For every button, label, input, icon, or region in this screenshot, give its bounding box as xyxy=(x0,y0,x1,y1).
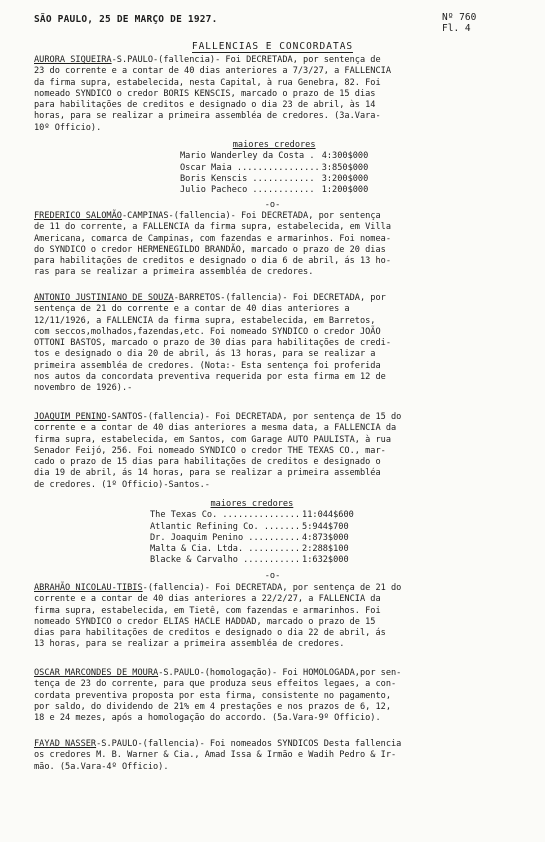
issue-number-block xyxy=(442,12,476,34)
creditors-table xyxy=(150,510,354,566)
entry-name: OSCAR MARCONDES DE MOURA xyxy=(34,668,159,678)
creditor-row xyxy=(150,544,354,555)
creditor-row xyxy=(150,510,354,521)
creditor-name: Blacke & Carvalho ........... xyxy=(150,555,301,566)
creditor-name: Malta & Cia. Ltda. .......... xyxy=(150,544,301,555)
creditor-amount: 1:200$000 xyxy=(321,185,369,196)
section-title xyxy=(0,41,545,52)
section-title-text: FALLENCIAS E CONCORDATAS xyxy=(191,41,354,52)
entry-text: -CAMPINAS-(fallencia)- Foi DECRETADA, por sentença de 11 do corrente, a FALLENCIA da firma supra, estabelecida, em Villa Americana, comarca de Campinas, com fazendas e armarinhos. Foi nomea- do SYNDICO o credor HERMENEGILDO BRANDÃO, marcado o prazo de 20 dias para habilitações de creditos e designado o dia 6 de abril, ás 13 ho- ras para se realizar a primeira assembléa de credores. xyxy=(34,211,391,278)
document-date: SÃO PAULO, 25 DE MARÇO DE 1927. xyxy=(34,14,218,25)
creditor-name: Julio Pacheco ............ xyxy=(180,185,315,196)
creditor-row xyxy=(180,151,368,162)
entry-text: -SANTOS-(fallencia)- Foi DECRETADA, por sentença de 15 do corrente e a contar de 40 dias anteriores a mesma data, a FALLENCIA da firma supra, estabelecida, em Santos, com Garage AUTO PAULISTA, à rua Senador Feijó, 256. Foi nomeado SYNDICO o credor THE TEXAS CO., mar- cado o prazo de 15 dias para habilitações de creditos e designado o dia 19 de abril, ás 14 horas, para se realizar a primeira assembléa de credores. (1º Officio)-Santos.- xyxy=(34,412,402,490)
creditor-row xyxy=(150,555,354,566)
creditor-row xyxy=(180,163,368,174)
creditors-table xyxy=(180,151,368,196)
entry-name: AURORA SIQUEIRA xyxy=(34,55,112,65)
entry-abrahao-nicolau xyxy=(34,583,512,651)
creditor-row xyxy=(150,533,354,544)
entry-name: JOAQUIM PENINO xyxy=(34,412,107,422)
sheet-number: Fl. 4 xyxy=(442,23,471,34)
entry-antonio-justiniano xyxy=(34,293,512,395)
entry-text: -S.PAULO-(fallencia)- Foi nomeados SYNDICOS Desta fallencia os credores M. B. Warner & Cia., Amad Issa & Irmão e Wadih Pedro & Ir- mão. (5a.Vara-4º Officio). xyxy=(34,739,402,772)
creditors-caption: maiores credores xyxy=(232,140,316,150)
entry-text: -S.PAULO-(fallencia)- Foi DECRETADA, por sentença de 23 do corrente e a contar de 40 dias anteriores a 7/3/27, a FALLENCIA da firma supra, estabelecida, nesta Capital, à rua Genebra, 82. Foi nomeado SYNDICO o credor BORIS KENSCIS, marcado o prazo de 15 dias para habilitações de creditos e designado o dia 23 de abril, às 14 horas, para se realizar a primeira assembléa de credores. (3a.Vara- 10º Officio). xyxy=(34,55,391,133)
creditor-name: The Texas Co. ............... xyxy=(150,510,301,521)
entry-text: -S.PAULO-(homologação)- Foi HOMOLOGADA,por sen- tença de 23 do corrente, para que produza seus effeitos legaes, a con- cordata preventiva proposta por esta firma, consistente no pagamento, por saldo, do dividendo de 21% em 4 prestações e nos prazos de 6, 12, 18 e 24 mezes, após a homologação do accordo. (5a.Vara-9º Officio). xyxy=(34,668,402,724)
entry-name: ANTONIO JUSTINIANO DE SOUZA xyxy=(34,293,174,303)
entry-name: FREDERICO SALOMÃO xyxy=(34,211,122,221)
creditor-name: Mario Wanderley da Costa . xyxy=(180,151,315,162)
entry-aurora-siqueira xyxy=(34,55,512,134)
entry-oscar-marcondes xyxy=(34,668,512,724)
creditor-amount: 1:632$000 xyxy=(302,555,349,566)
separator: -o- xyxy=(264,200,281,210)
creditor-amount: 3:200$000 xyxy=(321,173,369,184)
entry-joaquim-penino xyxy=(34,412,512,491)
creditors-caption: maiores credores xyxy=(210,499,294,509)
creditor-row xyxy=(150,522,354,533)
creditor-amount: 4:300$000 xyxy=(321,151,369,162)
creditor-amount: 11:044$600 xyxy=(302,510,354,521)
creditors-list-penino xyxy=(150,499,354,567)
entry-frederico-salomao xyxy=(34,211,512,279)
creditor-row xyxy=(180,185,368,196)
creditor-amount: 5:944$700 xyxy=(302,521,349,532)
entry-fayad-nasser xyxy=(34,739,512,773)
entry-name: ABRAHÃO NICOLAU-TIBIS xyxy=(34,583,143,593)
entry-text: -BARRETOS-(fallencia)- Foi DECRETADA, por sentença de 21 do corrente e a contar de 40 dias anteriores a 12/11/1926, a FALLENCIA da firma supra, estabelecida, em Barretos, com seccos,molhados,fazendas,etc. Foi nomeado SYNDICO o credor JOÃO OTTONI BASTOS, marcado o prazo de 30 dias para habilitações de credi- tos e designado o dia 20 de abril, ás 13 horas, para se realizar a primeira assembléa de credores. (Nota:- Esta sentença foi proferida nos autos da concordata preventiva requerida por esta firma em 12 de novembro de 1926).- xyxy=(34,293,391,394)
issue-number: Nº 760 xyxy=(442,12,477,23)
creditor-amount: 2:288$100 xyxy=(302,544,349,555)
entry-name: FAYAD NASSER xyxy=(34,739,97,749)
creditor-name: Dr. Joaquim Penino .......... xyxy=(150,532,301,543)
creditors-list-aurora xyxy=(180,140,368,196)
separator: -o- xyxy=(264,571,281,581)
creditor-amount: 3:850$000 xyxy=(321,162,369,173)
creditor-name: Oscar Maia ................ xyxy=(180,162,320,173)
creditor-row xyxy=(180,174,368,185)
creditor-name: Atlantic Refining Co. ....... xyxy=(150,521,301,532)
creditor-name: Boris Kenscis ............ xyxy=(180,173,315,184)
creditor-amount: 4:873$000 xyxy=(302,532,349,543)
entry-text: -(fallencia)- Foi DECRETADA, por sentença de 21 do corrente e a contar de 40 dias anteriores a 22/2/27, a FALLENCIA da firma supra, estabelecida, em Tietê, com fazendas e armarinhos. Foi nomeado SYNDICO o credor ELIAS HACLE HADDAD, marcado o prazo de 15 dias para habilitações de creditos e designado o dia 22 de abril, ás 13 horas, para se realizar a primeira assembléa de credores. xyxy=(34,583,402,650)
